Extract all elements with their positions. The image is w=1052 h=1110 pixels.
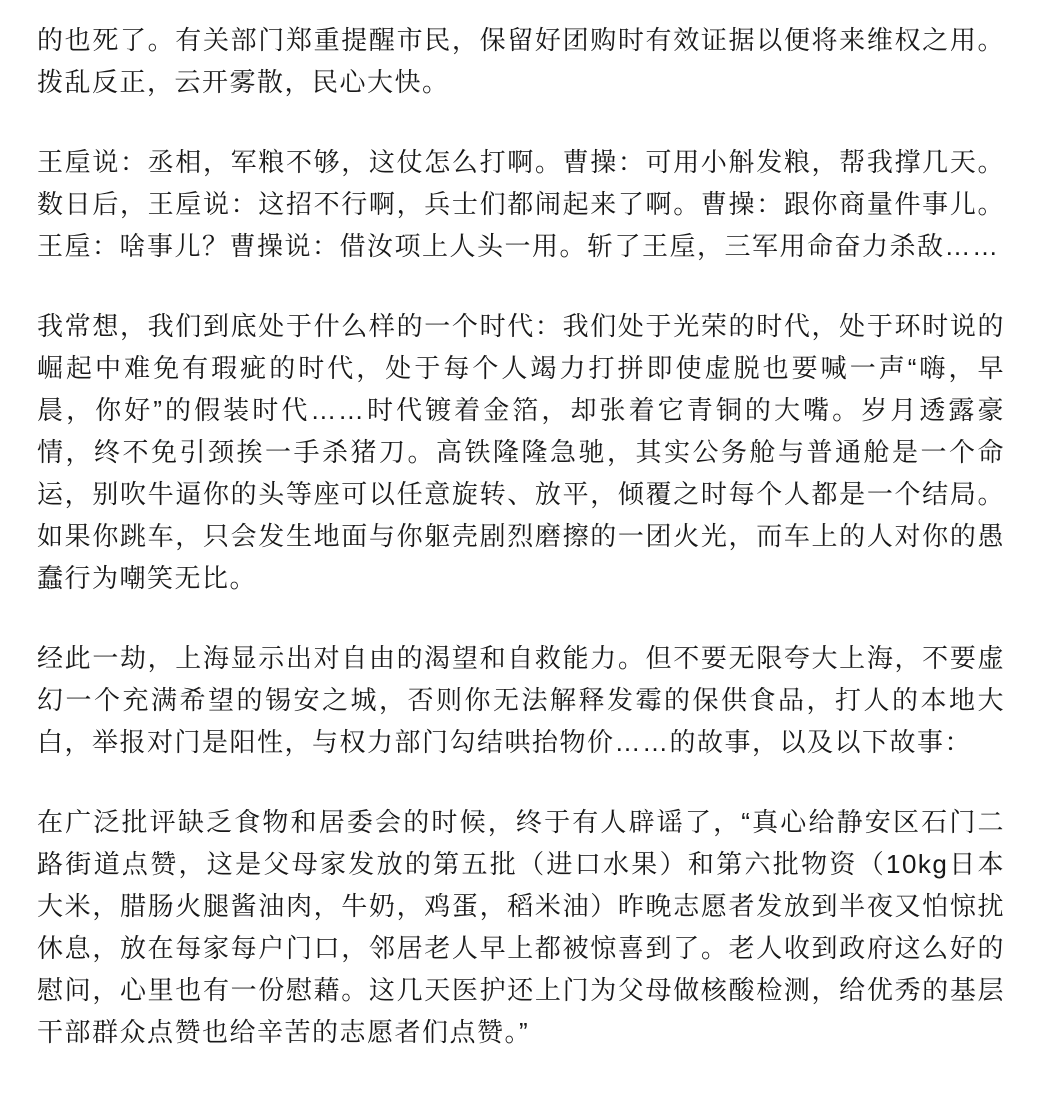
paragraph-1: 的也死了。有关部门郑重提醒市民，保留好团购时有效证据以便将来维权之用。拨乱反正，云开雾散，民心大快。	[37, 25, 1005, 97]
paragraph-5: 在广泛批评缺乏食物和居委会的时候，终于有人辟谣了，“真心给静安区石门二路街道点赞，这是父母家发放的第五批（进口水果）和第六批物资（10kg日本大米，腊肠火腿酱油肉，牛奶，鸡蛋，稻米油）昨晚志愿者发放到半夜又怕惊扰休息，放在每家每户门口，邻居老人早上都被惊喜到了。老人收到政府这么好的慰问，心里也有一份慰藉。这几天医护还上门为父母做核酸检测，给优秀的基层干部群众点赞也给辛苦的志愿者们点赞。”	[37, 807, 1005, 1047]
paragraph-2: 王垕说：丞相，军粮不够，这仗怎么打啊。曹操：可用小斛发粮，帮我撑几天。数日后，王垕说：这招不行啊，兵士们都闹起来了啊。曹操：跟你商量件事儿。王垕：啥事儿？曹操说：借汝项上人头一用。斩了王垕，三军用命奋力杀敌……	[37, 147, 1005, 261]
paragraph-3: 我常想，我们到底处于什么样的一个时代：我们处于光荣的时代，处于环时说的崛起中难免有瑕疵的时代，处于每个人竭力打拼即使虚脱也要喊一声“嗨，早晨，你好”的假装时代……时代镀着金箔，却张着它青铜的大嘴。岁月透露豪情，终不免引颈挨一手杀猪刀。高铁隆隆急驰，其实公务舱与普通舱是一个命运，别吹牛逼你的头等座可以任意旋转、放平，倾覆之时每个人都是一个结局。如果你跳车，只会发生地面与你躯壳剧烈磨擦的一团火光，而车上的人对你的愚蠢行为嘲笑无比。	[37, 311, 1005, 593]
paragraph-4: 经此一劫，上海显示出对自由的渴望和自救能力。但不要无限夸大上海，不要虚幻一个充满希望的锡安之城，否则你无法解释发霉的保供食品，打人的本地大白，举报对门是阳性，与权力部门勾结哄抬物价……的故事，以及以下故事：	[37, 643, 1005, 757]
